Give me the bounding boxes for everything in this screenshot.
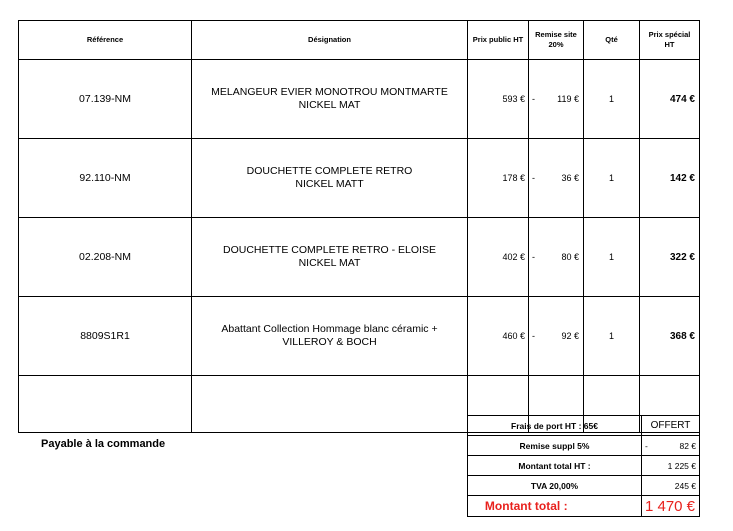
- qte-cell: 1: [584, 60, 640, 139]
- prix-public-cell: 593 €: [468, 60, 529, 139]
- reference-cell: 8809S1R1: [19, 297, 192, 376]
- designation-line1: DOUCHETTE COMPLETE RETRO - ELOISE: [223, 244, 436, 256]
- designation-line2: NICKEL MAT: [298, 257, 361, 269]
- header-prix-special-line1: Prix spécial: [648, 30, 691, 39]
- designation-line1: DOUCHETTE COMPLETE RETRO: [246, 165, 413, 177]
- header-reference: Référence: [19, 21, 192, 60]
- total-ht-row: [468, 456, 700, 476]
- tva-label: TVA 20,00%: [468, 476, 642, 496]
- header-qte: Qté: [584, 21, 640, 60]
- table-row: [19, 297, 700, 376]
- designation-cell: [192, 297, 468, 376]
- table-row: [19, 218, 700, 297]
- remise-sign: -: [532, 173, 535, 183]
- remise-value: 119 €: [557, 94, 579, 104]
- remise-value: 36 €: [561, 173, 579, 183]
- remise-sign: -: [532, 331, 535, 341]
- shipping-row: [468, 416, 700, 436]
- header-prix-public: Prix public HT: [468, 21, 529, 60]
- totals-table: [467, 415, 700, 517]
- grand-total-spacer: [585, 496, 642, 517]
- designation-line1: MELANGEUR EVIER MONOTROU MONTMARTE: [211, 86, 448, 98]
- designation-line2: VILLEROY & BOCH: [282, 336, 377, 348]
- reference-cell: 92.110-NM: [19, 139, 192, 218]
- qte-cell: 1: [584, 139, 640, 218]
- shipping-label: Frais de port HT : 65€: [468, 416, 642, 436]
- header-prix-special: [640, 21, 700, 60]
- header-designation: Désignation: [192, 21, 468, 60]
- designation-line2: NICKEL MAT: [298, 99, 361, 111]
- prix-special-cell: 368 €: [640, 297, 700, 376]
- prix-special-cell: 322 €: [640, 218, 700, 297]
- qte-cell: 1: [584, 218, 640, 297]
- extra-discount-sign: -: [645, 440, 648, 451]
- reference-cell: 07.139-NM: [19, 60, 192, 139]
- header-row: [19, 21, 700, 60]
- remise-value: 80 €: [561, 252, 579, 262]
- prix-special-cell: 142 €: [640, 139, 700, 218]
- extra-discount-cell: [642, 436, 700, 456]
- empty-cell: [19, 376, 192, 433]
- tva-row: [468, 476, 700, 496]
- payment-note: Payable à la commande: [41, 438, 166, 450]
- header-remise: [529, 21, 584, 60]
- designation-line1: Abattant Collection Hommage blanc céramic +: [221, 323, 438, 335]
- total-ht-value: 1 225 €: [642, 456, 700, 476]
- order-table: [18, 20, 700, 433]
- remise-value: 92 €: [561, 331, 579, 341]
- remise-cell: [529, 297, 584, 376]
- remise-sign: -: [532, 94, 535, 104]
- remise-sign: -: [532, 252, 535, 262]
- shipping-value: OFFERT: [642, 416, 700, 436]
- remise-cell: [529, 218, 584, 297]
- header-remise-line1: Remise site: [535, 30, 577, 39]
- prix-public-cell: 402 €: [468, 218, 529, 297]
- extra-discount-row: [468, 436, 700, 456]
- header-prix-special-line2: HT: [664, 40, 675, 49]
- designation-cell: [192, 218, 468, 297]
- grand-total-row: [468, 496, 700, 517]
- extra-discount-value: 82 €: [679, 440, 697, 451]
- designation-cell: [192, 60, 468, 139]
- designation-cell: [192, 139, 468, 218]
- table-row: [19, 139, 700, 218]
- tva-value: 245 €: [642, 476, 700, 496]
- total-ht-label: Montant total HT :: [468, 456, 642, 476]
- prix-special-cell: 474 €: [640, 60, 700, 139]
- extra-discount-label: Remise suppl 5%: [468, 436, 642, 456]
- table-row: [19, 60, 700, 139]
- qte-cell: 1: [584, 297, 640, 376]
- grand-total-label: Montant total :: [468, 496, 585, 517]
- reference-cell: 02.208-NM: [19, 218, 192, 297]
- prix-public-cell: 178 €: [468, 139, 529, 218]
- designation-line2: NICKEL MATT: [295, 178, 364, 190]
- empty-cell: [192, 376, 468, 433]
- header-remise-line2: 20%: [548, 40, 564, 49]
- grand-total-value: 1 470 €: [642, 496, 700, 517]
- prix-public-cell: 460 €: [468, 297, 529, 376]
- remise-cell: [529, 60, 584, 139]
- remise-cell: [529, 139, 584, 218]
